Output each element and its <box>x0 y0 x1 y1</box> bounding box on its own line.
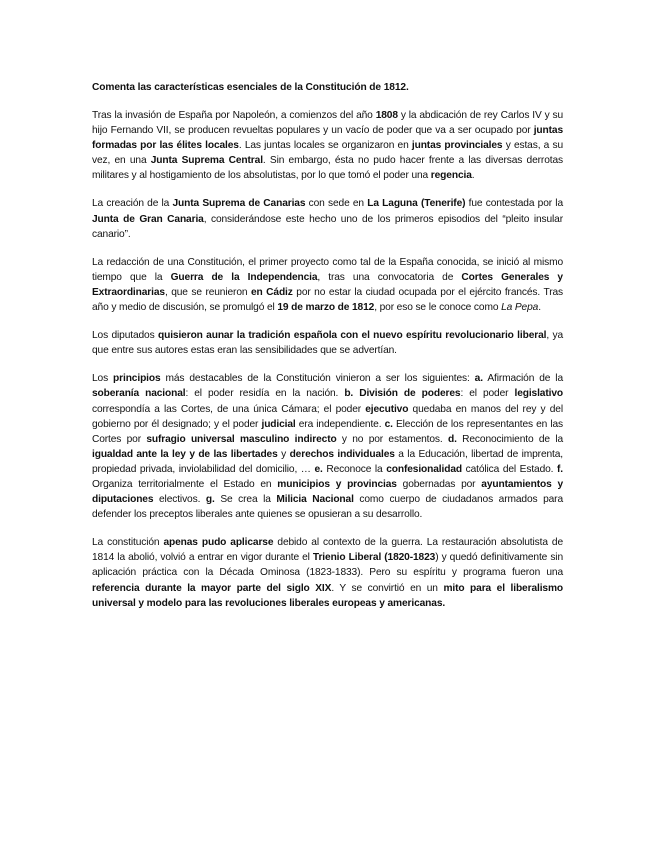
text-run: Tras la invasión de España por Napoleón, a comienzos del año <box>92 110 376 121</box>
text-run: . Las juntas locales se organizaron en <box>238 140 412 152</box>
bold-text-run: e. <box>314 463 323 475</box>
bold-text-run: 1808 <box>375 110 398 121</box>
text-run: , tras una convocatoria de <box>317 271 462 283</box>
text-run: electivos. <box>153 494 206 506</box>
text-run: . Sin embargo, ésta no pudo hacer frente a las diversas derrotas militares y al hostigamiento de los absolutistas, por lo que tomó el poder una <box>92 155 563 182</box>
bold-text-run: Junta de Gran Canaria <box>92 213 204 225</box>
text-run: Reconocimiento de la <box>456 433 564 445</box>
bold-text-run: derechos individuales <box>289 448 395 460</box>
text-run: , considerándose este hecho uno de los primeros episodios del “pleito insular canario”. <box>92 213 563 240</box>
bold-text-run: Guerra de la Independencia <box>170 271 318 283</box>
text-run: La creación de la <box>92 198 173 210</box>
text-run: Reconoce la <box>322 463 387 475</box>
text-run: . Y se convirtió en un <box>331 582 444 594</box>
bold-text-run: municipios y provincias <box>277 478 397 490</box>
paragraph <box>92 255 563 315</box>
document-title: Comenta las características esenciales de la Constitución de 1812. <box>92 82 409 93</box>
bold-text-run: Cortes Generales y Extraordinarias <box>92 271 563 298</box>
italic-text-run: La Pepa <box>501 302 539 314</box>
text-run: fue contestada por la <box>465 198 563 210</box>
bold-text-run: juntas formadas por las élites locales <box>92 125 563 152</box>
bold-text-run: soberanía nacional <box>92 388 186 400</box>
bold-text-run: regencia <box>430 170 472 182</box>
paragraph <box>92 535 563 610</box>
bold-text-run: La Laguna (Tenerife) <box>367 198 466 210</box>
bold-text-run: Trienio Liberal (1820-1823 <box>312 552 436 564</box>
text-run: era independiente. <box>295 418 385 430</box>
text-run: , que se reunieron <box>164 286 251 298</box>
bold-text-run: c. <box>384 418 393 430</box>
bold-text-run: legislativo <box>514 388 563 400</box>
text-run: a la Educación, libertad de imprenta, propiedad privada, inviolabilidad del domicilio, … <box>92 448 564 475</box>
bold-text-run: d. <box>447 433 457 445</box>
bold-text-run: igualdad ante la ley y de las libertades <box>92 448 278 460</box>
text-run: ) y quedó definitivamente sin aplicación práctica con la Década Ominosa (1823-1833). Pero su espíritu y programa fueron una <box>92 552 563 579</box>
bold-text-run: División de poderes <box>359 388 461 400</box>
bold-text-run: referencia durante la mayor parte del siglo XIX <box>92 582 332 594</box>
bold-text-run: ejecutivo <box>365 403 409 415</box>
document-body <box>92 108 563 611</box>
text-run: La constitución <box>92 537 164 549</box>
text-run: , ya que entre sus autores estas eran las sensibilidades que se advertían. <box>92 330 563 357</box>
text-run: más destacables de la Constitución vinieron a ser los siguientes: <box>160 373 475 385</box>
text-run: correspondía a las Cortes, de una única Cámara; el poder <box>92 403 366 415</box>
text-run: y no por estamentos. <box>336 433 448 445</box>
text-run: . <box>538 302 541 314</box>
text-run: . <box>471 170 475 182</box>
text-run: Organiza territorialmente el Estado en <box>92 478 278 490</box>
bold-text-run: f. <box>557 463 563 475</box>
bold-text-run: g. <box>205 494 215 506</box>
text-run: , por eso se le conoce como <box>374 302 502 314</box>
paragraph <box>92 108 563 183</box>
bold-text-run: principios <box>113 373 161 385</box>
text-run: como cuerpo de ciudadanos armados para defender los preceptos liberales ante quienes se opusieran a su desarrollo. <box>92 494 563 521</box>
bold-text-run: a. <box>474 373 483 385</box>
text-run: debido al contexto de la guerra. La restauración absolutista de 1814 la abolió, volvió a entrar en vigor durante el <box>92 537 563 564</box>
bold-text-run: sufragio universal masculino indirecto <box>146 433 337 445</box>
text-run: Se crea la <box>214 494 277 506</box>
text-run: gobernadas por <box>396 478 482 490</box>
text-run: Los <box>92 373 114 385</box>
paragraph <box>92 196 563 241</box>
bold-text-run: en Cádiz <box>250 286 293 298</box>
bold-text-run: ayuntamientos y diputaciones <box>92 478 563 506</box>
text-run: quedaba en manos del rey y del gobierno por él designado; y el poder <box>92 403 563 430</box>
bold-text-run: judicial <box>261 418 296 430</box>
text-run: por no estar la ciudad ocupada por el ejército francés. Tras año y medio de discusión, se promulgó el <box>92 286 563 314</box>
bold-text-run: b. <box>344 388 354 400</box>
text-run: : el poder <box>460 388 515 400</box>
bold-text-run: quisieron aunar la tradición española con el nuevo espíritu revolucionario liberal <box>158 330 547 342</box>
text-run: : el poder residía en la nación. <box>185 388 345 400</box>
bold-text-run: apenas pudo aplicarse <box>163 537 274 549</box>
bold-text-run: confesionalidad <box>386 463 462 475</box>
text-run: y <box>277 448 290 460</box>
text-run: Los diputados <box>92 330 158 342</box>
text-run: con sede en <box>305 198 368 210</box>
paragraph <box>92 328 563 358</box>
paragraph <box>92 371 563 522</box>
text-run: Elección de los representantes en las Cortes por <box>92 418 564 445</box>
bold-text-run: Junta Suprema de Canarias <box>172 198 306 210</box>
text-run: católica del Estado. <box>462 463 558 475</box>
bold-text-run: Junta Suprema Central <box>150 155 263 167</box>
bold-text-run: Milicia Nacional <box>276 494 354 506</box>
text-run: y la abdicación de rey Carlos IV y su hijo Fernando VII, se producen revueltas populares y un vacío de poder que va a ser ocupado por <box>92 110 564 137</box>
bold-text-run: mito para el liberalismo universal y modelo para las revoluciones liberales europeas y americanas. <box>92 582 563 609</box>
bold-text-run: 19 de marzo de 1812 <box>277 302 375 314</box>
text-run: La redacción de una Constitución, el primer proyecto como tal de la España conocida, se inició al mismo tiempo que la <box>92 256 563 283</box>
text-run: y estas, a su vez, en una <box>92 140 563 167</box>
bold-text-run: juntas provinciales <box>411 140 503 152</box>
text-run: Afirmación de la <box>482 373 563 385</box>
